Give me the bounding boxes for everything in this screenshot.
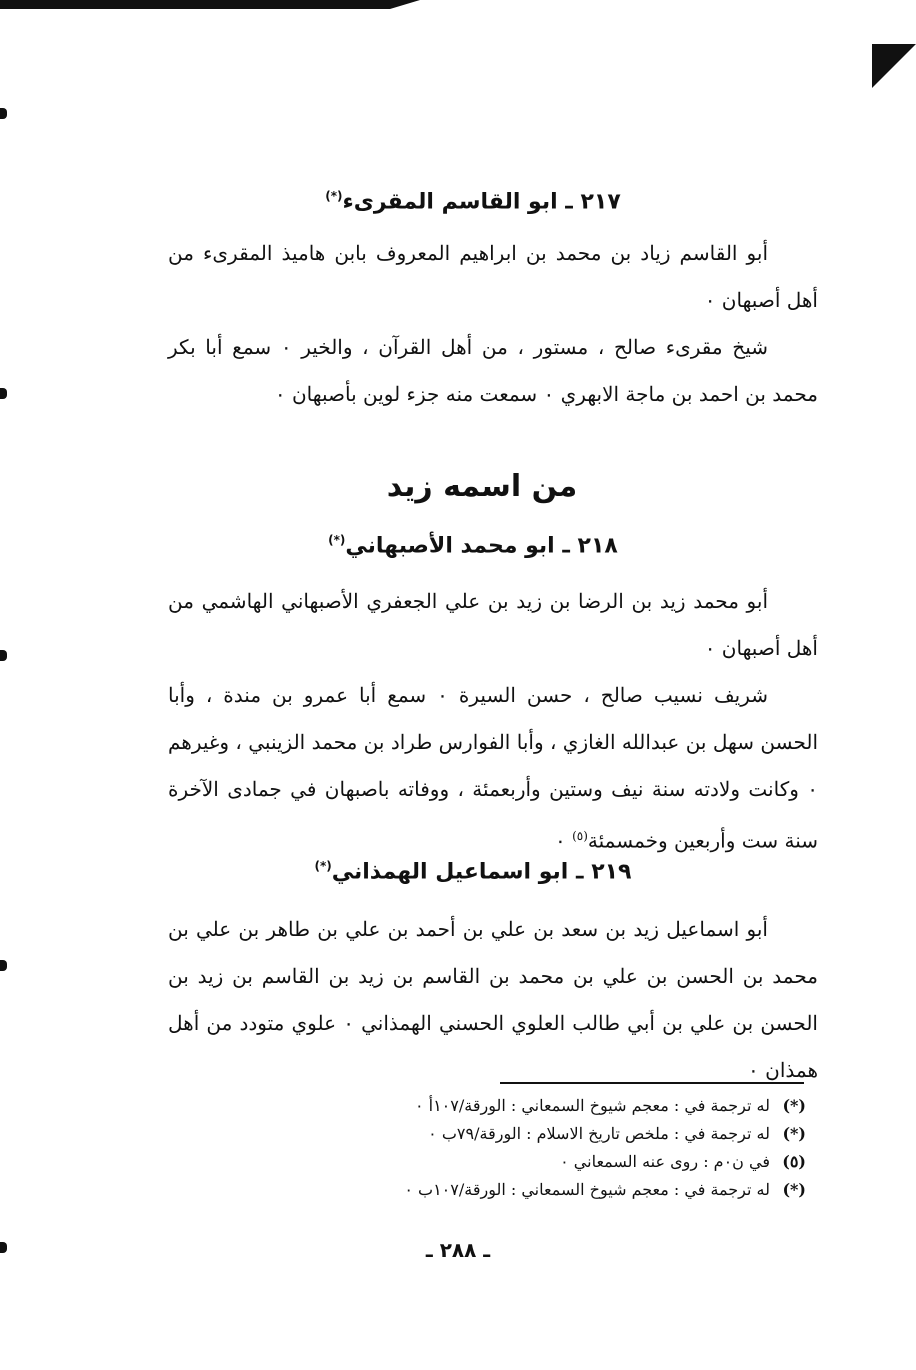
entry-paragraph: أبو محمد زيد بن الرضا بن زيد بن علي الجعفري الأصبهاني الهاشمي من أهل أصبهان ٠	[168, 589, 818, 661]
scan-edge-mark	[0, 388, 7, 399]
section-heading: من اسمه زيد	[386, 469, 578, 504]
footnote-item: (*)له ترجمة في : ملخص تاريخ الاسلام : الورقة/٧٩ب ٠	[428, 1124, 806, 1143]
entry-219	[168, 846, 818, 1094]
entry-217	[168, 176, 818, 418]
footnote-marker: (*)	[314, 859, 332, 873]
footnote-item: (٥)في ن٠م : روى عنه السمعاني ٠	[560, 1152, 806, 1171]
footnote-item: (*)له ترجمة في : معجم شيوخ السمعاني : الورقة/١٠٧ب ٠	[404, 1180, 806, 1199]
entry-218	[168, 520, 818, 865]
footnote-marker: (*)	[328, 533, 346, 547]
entry-paragraph: شيخ مقرىء صالح ، مستور ، من أهل القرآن ، والخير ٠ سمع أبا بكر محمد بن احمد بن ماجة الابهري ٠ سمعت منه جزء لوين بأصبهان ٠	[168, 335, 818, 407]
footnote-ref: (٥)	[572, 829, 588, 844]
entry-paragraph: أبو اسماعيل زيد بن سعد بن علي بن أحمد بن علي بن طاهر بن علي بن محمد بن الحسن بن علي بن محمد بن القاسم بن زيد بن القاسم بن زيد بن الحسن بن علي بن أبي طالب العلوي الحسني الهمذاني ٠ علوي متودد من أهل همذان ٠	[168, 917, 818, 1083]
footnote-marker: (*)	[325, 189, 343, 203]
section	[168, 462, 818, 512]
entry-title: ٢١٨ ـ ابو محمد الأصبهاني(*)	[328, 533, 618, 559]
entry-paragraph: أبو القاسم زياد بن محمد بن ابراهيم المعروف بابن هاميذ المقرىء من أهل أصبهان ٠	[168, 241, 818, 313]
entry-paragraph: شريف نسيب صالح ، حسن السيرة ٠ سمع أبا عمرو بن مندة ، وأبا الحسن سهل بن عبدالله الغازي ، وأبا الفوارس طراد بن محمد الزينبي ، وغيرهم ٠ وكانت ولادته سنة نيف وستين وأربعمئة ، ووفاته باصبهان في جمادى الآخرة سنة ست وأربعين وخمسمئة$^{(٥)}$ ٠	[168, 683, 818, 853]
entry-title: ٢١٧ ـ ابو القاسم المقرىء(*)	[325, 189, 621, 215]
scan-edge-mark	[0, 650, 7, 661]
footnote-separator	[500, 1082, 804, 1084]
footnote-item: (*)له ترجمة في : معجم شيوخ السمعاني : الورقة/١٠٧أ ٠	[414, 1096, 806, 1115]
entry-title: ٢١٩ ـ ابو اسماعيل الهمذاني(*)	[314, 859, 632, 885]
footnotes	[246, 1092, 806, 1204]
page-number: ـ ٢٨٨ ـ	[425, 1238, 491, 1262]
scan-edge-mark	[0, 960, 7, 971]
scan-edge-mark	[0, 108, 7, 119]
scan-top-rule	[0, 0, 420, 9]
